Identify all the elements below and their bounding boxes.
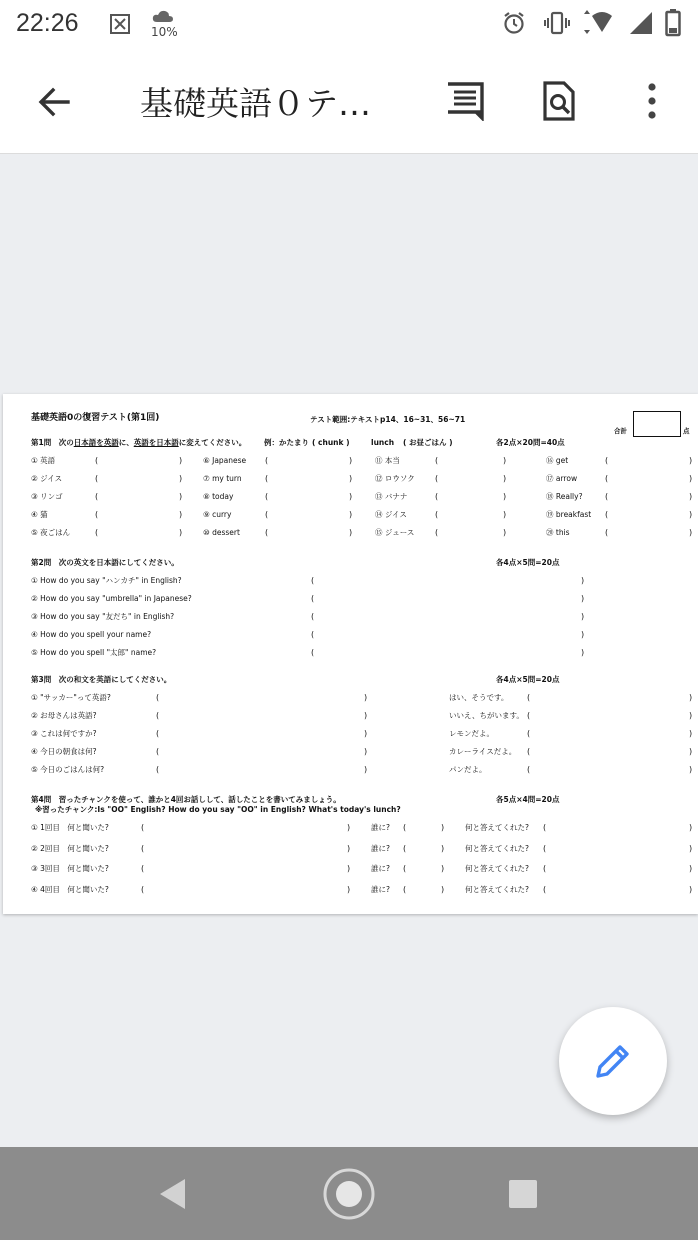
q4-whom: 誰に? xyxy=(371,885,390,894)
q3-item: ② お母さんは英語? xyxy=(31,711,97,720)
nav-home-button[interactable] xyxy=(322,1167,376,1221)
q3-item: ③ これは何ですか? xyxy=(31,729,97,738)
q1-example-a: chunk xyxy=(318,438,344,447)
total-score-box[interactable] xyxy=(633,411,681,437)
q2-item: ⑤ How do you spell "太郎" name? xyxy=(31,648,157,657)
edit-fab-button[interactable] xyxy=(559,1007,667,1115)
q3-reply: いいえ、ちがいます。 xyxy=(449,711,524,720)
q3-points: 各4点×5問=20点 xyxy=(496,675,560,684)
q1-item: ⑲ breakfast xyxy=(546,510,592,519)
q4-asked: ④ 4回目 何と聞いた? xyxy=(31,885,109,894)
q3-reply: カレーライスだよ。 xyxy=(449,747,517,756)
q1-item: ⑮ ジュース xyxy=(375,528,415,537)
q2-header: 第2問 次の英文を日本語にしてください。 xyxy=(31,558,179,567)
q1-item: ⑬ バナナ xyxy=(375,492,408,501)
nav-recents-button[interactable] xyxy=(496,1167,550,1221)
q1-header-u2: 英語を日本語 xyxy=(133,438,179,447)
cell-signal-icon xyxy=(628,11,654,39)
q4-header: 第4問 習ったチャンクを使って、誰かと4回お話しして、話したことを書いてみましょう。 xyxy=(31,795,341,804)
q1-item: ⑰ arrow xyxy=(546,474,578,483)
doc-title: 基礎英語0の復習テスト(第1回) xyxy=(31,413,160,423)
q1-example-c: お昼ごはん xyxy=(409,438,447,447)
q2-points: 各4点×5問=20点 xyxy=(496,558,560,567)
q1-item: ⑳ this xyxy=(546,528,570,537)
q3-reply: パンだよ。 xyxy=(449,765,487,774)
q1-item: ⑩ dessert xyxy=(203,528,240,537)
doc-range: テスト範囲:テキストp14、16~31、56~71 xyxy=(310,415,466,424)
more-vert-icon xyxy=(647,83,657,119)
comment-icon xyxy=(445,81,485,121)
q4-answered: 何と答えてくれた? xyxy=(465,823,529,832)
q1-example-b: lunch xyxy=(371,438,395,447)
q1-item: ③ リンゴ xyxy=(31,492,63,501)
q4-asked: ② 2回目 何と聞いた? xyxy=(31,844,109,853)
q1-item: ⑯ get xyxy=(546,456,569,465)
q1-item: ② ジイス xyxy=(31,474,63,483)
nav-recents-icon xyxy=(508,1179,538,1209)
system-nav-bar xyxy=(0,1147,698,1240)
q1-header-u1: 日本語を英語 xyxy=(73,438,119,447)
q1-points: 各2点×20問=40点 xyxy=(496,438,565,447)
nav-back-icon xyxy=(157,1177,189,1211)
q4-answered: 何と答えてくれた? xyxy=(465,864,529,873)
q4-points: 各5点×4問=20点 xyxy=(496,795,560,804)
document-page[interactable]: 基礎英語0の復習テスト(第1回) テスト範囲:テキストp14、16~31、56~71 合計 点 第1問 次の日本語を英語に、英語を日本語に変えてください。 例：かたまり ( chunk ) lunch ( お昼ごはん ) 各2点×20問=40点 ① 英語 ⑥ Japanese ⑪ 本当 ⑯ get ② ジイス ⑦ my turn ⑫ ロウソク ⑰ arrow ③ リンゴ ⑧ today ⑬ バナナ ⑱ Really? ④ 猫 ⑨ curry ⑭ ジイス ⑲ breakfast ⑤ 夜ごはん ⑩ dessert ⑮ ジュース ⑳ this ( ) ( ) ( ) ( ) ( ) ( ) ( ) ( ) ( ) ( ) ( ) ( ) ( ) ( ) ( ) ( ) ( ) ( ) ( ) ( ) 第2問 次の英文を日本語にしてください。 各4点×5問=20点 ① How do you say "ハンカチ" in English? ② How do you say "umbrella" in Japanese? ③ How do you say "友だち" in English? ④ How do you spell your name? ⑤ How do you spell "太郎" name? ( ) ( ) ( ) ( ) ( ) 第3問 次の和文を英語にしてください。 各4点×5問=20点 ① "サッカー"って英語? ② お母さんは英語? ③ これは何ですか? ④ 今日の朝食は何? ⑤ 今日のごはんは何? はい、そうです。 いいえ、ちがいます。 レモンだよ。 カレーライスだよ。 パンだよ。 ( ) ( ) ( ) ( ) ( ) ( ) ( ) ( ) ( ) ( ) 第4問 習ったチャンクを使って、誰かと4回お話しして、話したことを書いてみましょう。 各5点×4問=20点 ※習ったチャンク:Is "OO" English? How do you say "OO" in English? What's today's lunch? ① 1回目 何と聞いた? 誰に? 何と答えてくれた? ② 2回目 何と聞いた? 誰に? 何と答えてくれた? ③ 3回目 何と聞いた? 誰に? 何と答えてくれた? ④ 4回目 何と聞いた? 誰に? 何と答えてくれた? ( ) ( ) ( ) ( ) ( ) ( ) ( ) ( ) ( ) ( ) ( ) ( ) xyxy=(3,394,698,914)
q2-item: ② How do you say "umbrella" in Japanese? xyxy=(31,594,192,603)
q1-item: ④ 猫 xyxy=(31,510,48,519)
back-arrow-icon xyxy=(37,85,71,119)
q1-item: ① 英語 xyxy=(31,456,56,465)
q1-header-prefix: 第1問 次の xyxy=(31,438,74,447)
q3-item: ① "サッカー"って英語? xyxy=(31,693,111,702)
q1-item: ⑨ curry xyxy=(203,510,232,519)
q1-item: ⑧ today xyxy=(203,492,234,501)
q4-whom: 誰に? xyxy=(371,864,390,873)
q1-item: ⑤ 夜ごはん xyxy=(31,528,71,537)
q1-example-label: 例：かたまり xyxy=(264,438,309,447)
q1-item: ⑥ Japanese xyxy=(203,456,247,465)
q4-note: ※習ったチャンク:Is "OO" English? How do you say "OO" in English? What's today's lunch? xyxy=(35,805,401,814)
status-bar xyxy=(0,0,698,48)
q4-whom: 誰に? xyxy=(371,823,390,832)
nav-back-button[interactable] xyxy=(146,1167,200,1221)
q3-reply: レモンだよ。 xyxy=(449,729,494,738)
back-button[interactable] xyxy=(30,78,78,126)
q1-item: ⑦ my turn xyxy=(203,474,242,483)
total-label: 合計 xyxy=(614,427,627,435)
wifi-icon xyxy=(582,10,612,38)
edit-pencil-icon xyxy=(593,1041,633,1081)
q1-item: ⑭ ジイス xyxy=(375,510,407,519)
q1-item: ⑱ Really? xyxy=(546,492,583,501)
q2-item: ③ How do you say "友だち" in English? xyxy=(31,612,175,621)
status-time: 22:26 xyxy=(16,9,79,37)
document-title[interactable]: 基礎英語０テ… xyxy=(140,84,371,123)
more-options-button[interactable] xyxy=(627,76,677,126)
q4-answered: 何と答えてくれた? xyxy=(465,844,529,853)
alarm-icon xyxy=(502,11,526,39)
q4-asked: ③ 3回目 何と聞いた? xyxy=(31,864,109,873)
q1-header-mid: に、 xyxy=(118,438,134,447)
vibrate-icon xyxy=(543,11,571,39)
app-bar xyxy=(0,48,698,154)
weather-text: 10% xyxy=(151,25,178,39)
q3-item: ④ 今日の朝食は何? xyxy=(31,747,97,756)
q3-item: ⑤ 今日のごはんは何? xyxy=(31,765,105,774)
find-in-page-icon xyxy=(542,81,576,121)
q4-asked: ① 1回目 何と聞いた? xyxy=(31,823,109,832)
q2-item: ④ How do you spell your name? xyxy=(31,630,152,639)
nav-home-icon xyxy=(322,1167,376,1221)
screenshot-icon xyxy=(110,14,130,38)
q3-header: 第3問 次の和文を英語にしてください。 xyxy=(31,675,172,684)
q4-whom: 誰に? xyxy=(371,844,390,853)
q2-item: ① How do you say "ハンカチ" in English? xyxy=(31,576,182,585)
battery-icon xyxy=(665,9,681,41)
comment-button[interactable] xyxy=(440,76,490,126)
signal-number: 5 xyxy=(620,20,627,33)
q1-header-suffix: に変えてください。 xyxy=(178,438,247,447)
find-in-page-button[interactable] xyxy=(534,76,584,126)
q3-reply: はい、そうです。 xyxy=(449,693,509,702)
q4-answered: 何と答えてくれた? xyxy=(465,885,529,894)
q1-item: ⑫ ロウソク xyxy=(375,474,415,483)
q1-item: ⑪ 本当 xyxy=(375,456,400,465)
total-unit: 点 xyxy=(683,427,690,435)
